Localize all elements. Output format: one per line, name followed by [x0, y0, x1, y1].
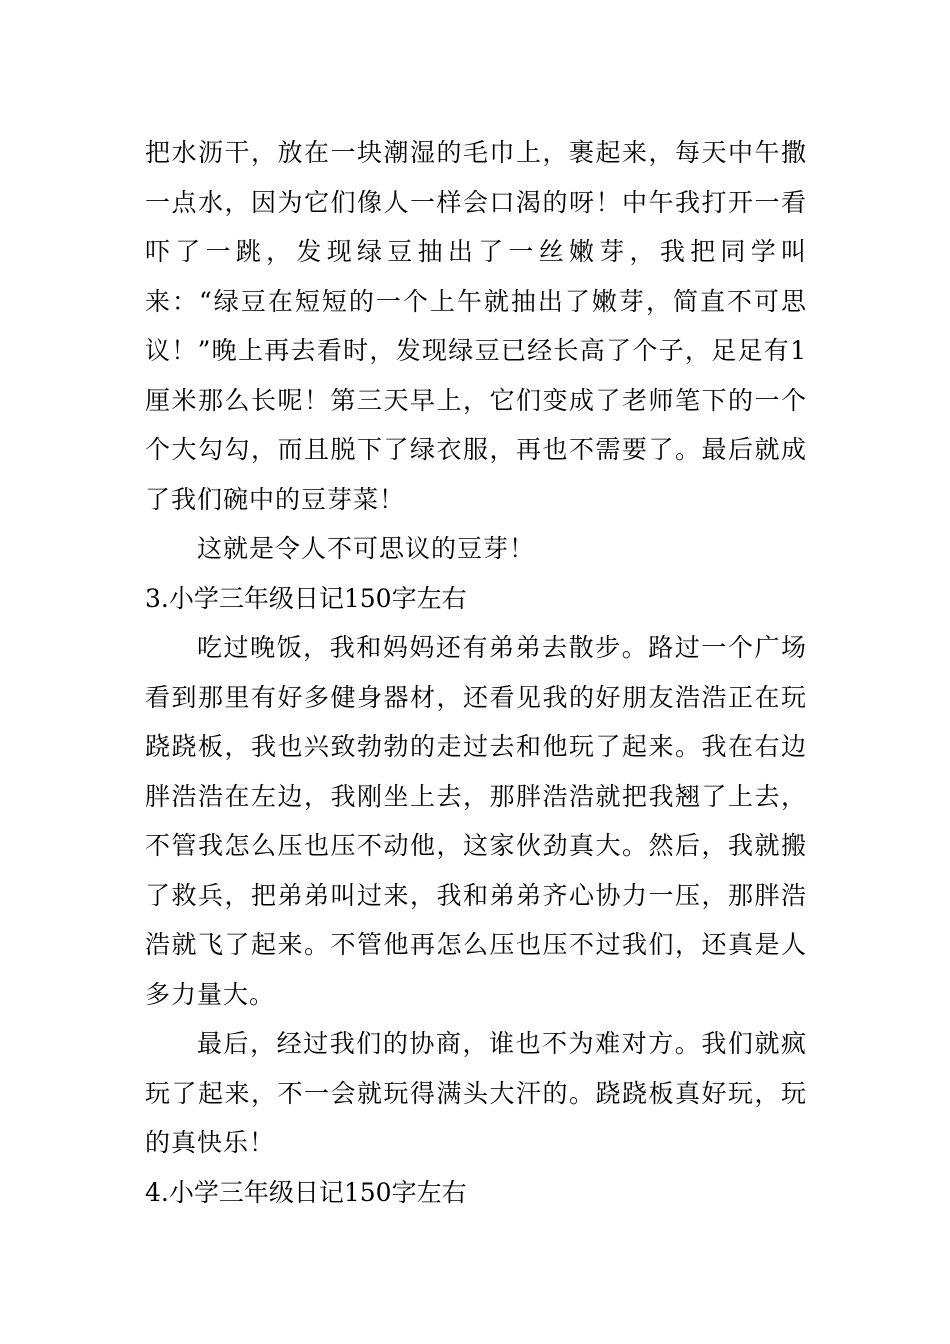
document-body — [145, 128, 807, 1217]
section-heading-4: 4.小学三年级日记150字左右 — [145, 1177, 467, 1207]
section-heading-3: 3.小学三年级日记150字左右 — [145, 583, 467, 613]
paragraph-seesaw-conclusion: 最后，经过我们的协商，谁也不为难对方。我们就疯玩了起来，不一会就玩得满头大汗的。跷跷板真好玩，玩的真快乐！ — [145, 1029, 807, 1157]
paragraph-seesaw-story: 吃过晚饭，我和妈妈还有弟弟去散步。路过一个广场看到那里有好多健身器材，还看见我的好朋友浩浩正在玩跷跷板，我也兴致勃勃的走过去和他玩了起来。我在右边胖浩浩在左边，我刚坐上去，那胖浩浩就把我翘了上去，不管我怎么压也压不动他，这家伙劲真大。然后，我就搬了救兵，把弟弟叫过来，我和弟弟齐心协力一压，那胖浩浩就飞了起来。不管他再怎么压也压不过我们，还真是人多力量大。 — [145, 633, 807, 1009]
paragraph-bean-sprout-process: 把水沥干，放在一块潮湿的毛巾上，裹起来，每天中午撒一点水，因为它们像人一样会口渴的呀！中午我打开一看吓了一跳，发现绿豆抽出了一丝嫩芽，我把同学叫来：“绿豆在短短的一个上午就抽出了嫩芽，简直不可思议！”晚上再去看时，发现绿豆已经长高了个子，足足有1厘米那么长呢！第三天早上，它们变成了老师笔下的一个个大勾勾，而且脱下了绿衣服，再也不需要了。最后就成了我们碗中的豆芽菜！ — [145, 138, 807, 514]
paragraph-bean-sprout-conclusion: 这就是令人不可思议的豆芽！ — [197, 534, 536, 563]
